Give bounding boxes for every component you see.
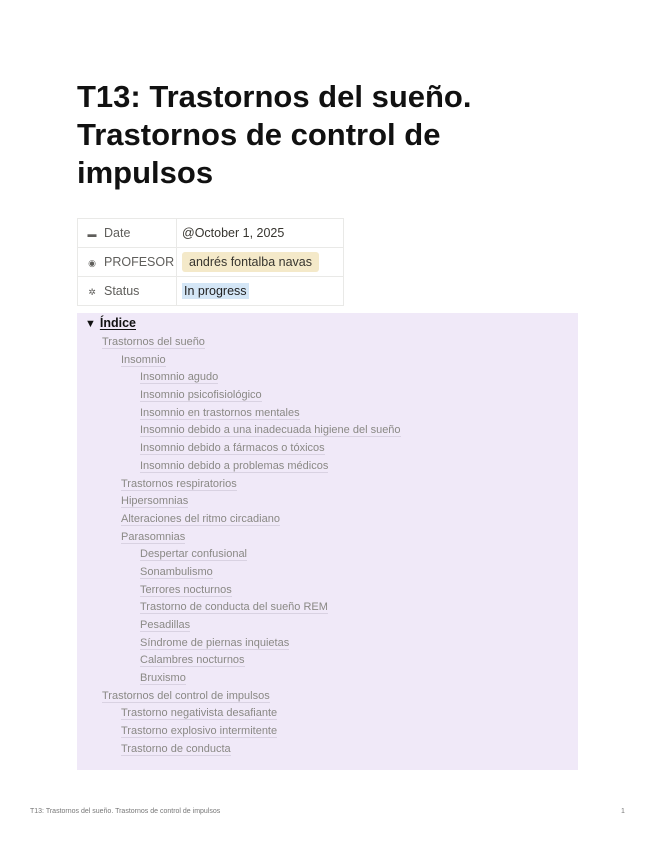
toc-item[interactable] [77,387,578,405]
profesor-tag[interactable]: andrés fontalba navas [182,252,319,272]
toc-link[interactable]: Pesadillas [140,619,191,631]
property-value-profesor[interactable] [177,248,344,277]
toc-item[interactable] [77,529,578,547]
toc-item[interactable] [77,458,578,476]
toc-item[interactable] [77,546,578,564]
toc-link[interactable]: Insomnio agudo [140,371,219,384]
toc-link[interactable]: Trastorno de conducta [121,742,231,755]
toc-item[interactable] [77,723,578,741]
property-label: Status [104,284,140,298]
toc-item[interactable] [77,582,578,600]
table-of-contents [77,334,578,759]
toc-item[interactable] [77,688,578,706]
footer-page-number: 1 [621,808,625,815]
property-row-status [78,277,344,306]
toc-link[interactable]: Insomnio en trastornos mentales [140,406,300,419]
toc-item[interactable] [77,476,578,494]
toggle-header[interactable] [85,316,136,330]
toc-link[interactable]: Insomnio [121,353,166,366]
toc-link[interactable]: Trastorno negativista desafiante [121,707,278,720]
toc-link[interactable]: Trastornos respiratorios [121,477,237,490]
toc-link[interactable]: Alteraciones del ritmo circadiano [121,512,280,525]
toc-item[interactable] [77,405,578,423]
toc-item[interactable] [77,352,578,370]
toc-item[interactable] [77,635,578,653]
toc-item[interactable] [77,564,578,582]
toc-link[interactable]: Trastornos del control de impulsos [102,689,270,702]
toc-item[interactable] [77,670,578,688]
toc-item[interactable] [77,705,578,723]
toggle-label[interactable]: Índice [99,316,137,330]
toc-item[interactable] [77,493,578,511]
status-badge[interactable]: In progress [184,284,247,298]
toc-item[interactable] [77,617,578,635]
toc-item[interactable] [77,369,578,387]
toc-link[interactable]: Insomnio debido a problemas médicos [140,459,329,472]
toc-item[interactable] [77,599,578,617]
toggle-arrow-icon[interactable]: ▼ [85,318,96,330]
toc-item[interactable] [77,511,578,529]
toc-link[interactable]: Insomnio debido a fármacos o tóxicos [140,442,325,455]
toc-link[interactable]: Síndrome de piernas inquietas [140,636,290,649]
property-row-profesor [78,248,344,277]
toc-item[interactable] [77,652,578,670]
toc-link[interactable]: Parasomnias [121,530,186,543]
toc-link[interactable]: Hipersomnias [121,495,189,508]
toc-link[interactable]: Trastornos del sueño [102,336,205,348]
property-row-date [78,219,344,248]
person-icon: ◉ [88,258,96,268]
property-label: PROFESOR [104,255,175,269]
property-key-profesor [78,248,177,277]
toc-link[interactable]: Bruxismo [140,672,186,685]
property-key-status [78,277,177,306]
property-key-date [78,219,177,248]
index-toggle-block [77,313,578,770]
property-value-status[interactable] [177,277,344,306]
toc-link[interactable]: Sonambulismo [140,565,213,578]
property-label: Date [104,226,131,240]
calendar-icon: ▬ [87,229,97,239]
property-value-date[interactable] [177,219,344,248]
toc-item[interactable] [77,422,578,440]
toc-link[interactable]: Calambres nocturnos [140,654,245,667]
toc-link[interactable]: Insomnio debido a una inadecuada higiene del sueño [140,424,401,437]
toc-link[interactable]: Terrores nocturnos [140,583,232,596]
toc-link[interactable]: Trastorno explosivo intermitente [121,725,278,738]
toc-item[interactable] [77,334,578,352]
toc-item[interactable] [77,440,578,458]
status-icon: ✲ [88,287,96,297]
page-title: T13: Trastornos del sueño. Trastornos de control de impulsos [77,79,472,190]
toc-link[interactable]: Trastorno de conducta del sueño REM [140,601,328,614]
toc-link[interactable]: Despertar confusional [140,548,248,561]
properties-table [77,218,344,306]
toc-item[interactable] [77,741,578,759]
footer-doc-title: T13: Trastornos del sueño. Trastornos de control de impulsos [30,808,221,815]
date-value[interactable]: @October 1, 2025 [182,226,285,240]
toc-link[interactable]: Insomnio psicofisiológico [140,389,262,402]
